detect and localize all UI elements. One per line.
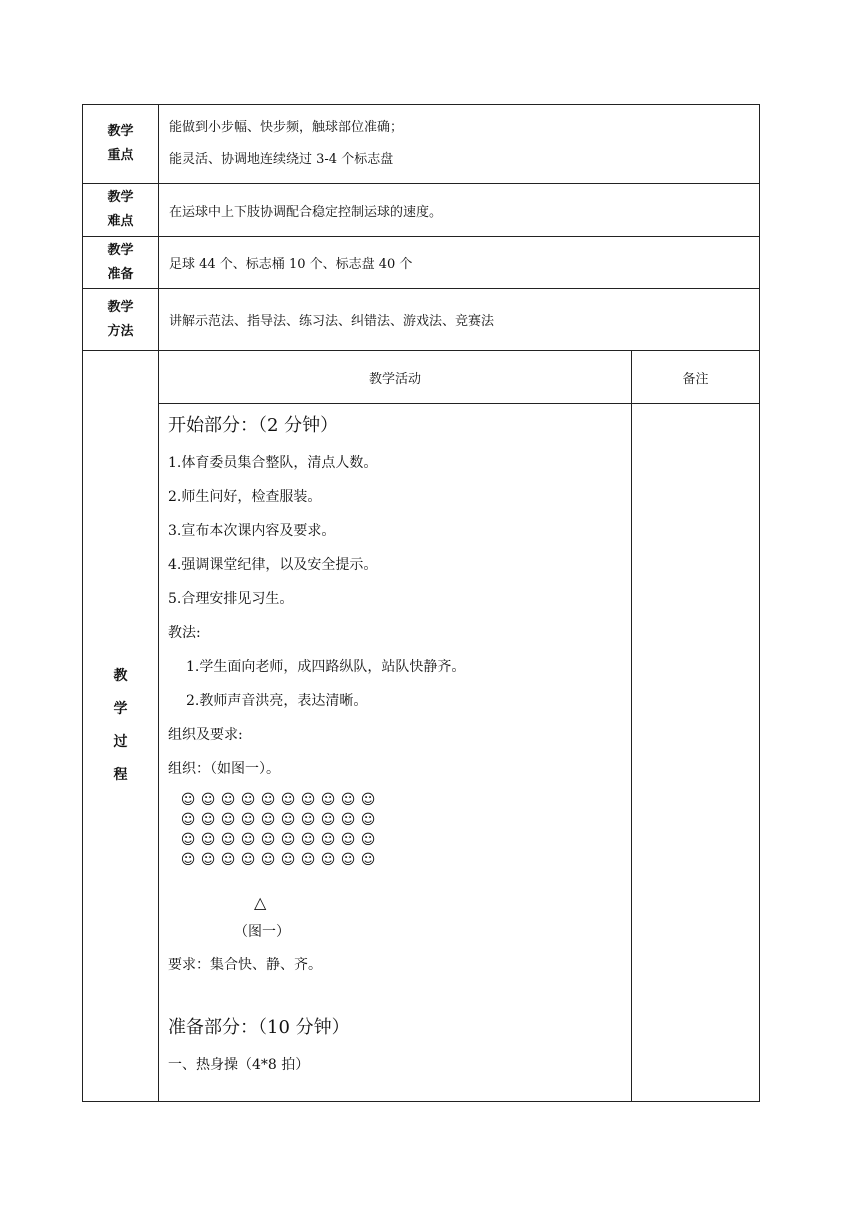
smiley-face-icon: ☺: [240, 832, 256, 848]
smiley-face-icon: ☺: [260, 852, 276, 868]
key-points-content: 能做到小步幅、快步频，触球部位准确； 能灵活、协调地连续绕过 3-4 个标志盘: [159, 105, 760, 184]
smiley-face-icon: ☺: [340, 792, 356, 808]
table-row: [83, 351, 760, 404]
list-item: 2.教师声音洪亮，表达清晰。: [186, 693, 368, 709]
org-label: 组织：（如图一）。: [168, 761, 280, 777]
table-row: [83, 105, 760, 184]
smiley-face-icon: ☺: [360, 852, 376, 868]
smiley-face-icon: ☺: [320, 852, 336, 868]
list-item: 一、热身操（4*8 拍）: [168, 1057, 310, 1073]
formation-row: [178, 810, 631, 830]
smiley-face-icon: ☺: [360, 792, 376, 808]
smiley-face-icon: ☺: [240, 812, 256, 828]
list-item: 3.宣布本次课内容及要求。: [168, 523, 336, 539]
activity-cell: [159, 404, 632, 1102]
org-req-label: 组织及要求:: [168, 727, 243, 743]
smiley-face-icon: ☺: [200, 792, 216, 808]
section-heading: 开始部分：（2 分钟）: [168, 415, 339, 436]
smiley-face-icon: ☺: [340, 832, 356, 848]
smiley-face-icon: ☺: [180, 832, 196, 848]
smiley-face-icon: ☺: [360, 832, 376, 848]
smiley-face-icon: ☺: [320, 832, 336, 848]
smiley-face-icon: ☺: [280, 832, 296, 848]
smiley-face-icon: ☺: [240, 792, 256, 808]
difficulties-content: 在运球中上下肢协调配合稳定控制运球的速度。: [159, 184, 760, 237]
table-row: [83, 237, 760, 289]
formation-diagram: [168, 786, 631, 876]
figure-caption: （图一）: [234, 924, 290, 940]
list-item: 2.师生问好，检查服装。: [168, 489, 322, 505]
list-item: 1.学生面向老师，成四路纵队，站队快静齐。: [186, 659, 466, 675]
smiley-face-icon: ☺: [220, 852, 236, 868]
smiley-face-icon: ☺: [200, 852, 216, 868]
formation-row: [178, 790, 631, 810]
lesson-plan-table: [82, 104, 760, 1102]
smiley-face-icon: ☺: [180, 812, 196, 828]
table-row: [83, 404, 760, 1102]
formation-row: [178, 850, 631, 870]
smiley-face-icon: ☺: [300, 852, 316, 868]
smiley-face-icon: ☺: [300, 832, 316, 848]
smiley-face-icon: ☺: [260, 792, 276, 808]
list-item: 4.强调课堂纪律，以及安全提示。: [168, 557, 378, 573]
smiley-face-icon: ☺: [220, 792, 236, 808]
smiley-face-icon: ☺: [320, 792, 336, 808]
preparation-content: 足球 44 个、标志桶 10 个、标志盘 40 个: [159, 237, 760, 289]
section-heading: 准备部分：（10 分钟）: [168, 1017, 350, 1038]
smiley-face-icon: ☺: [260, 832, 276, 848]
method-label: 教法:: [168, 625, 201, 641]
activity-header: 教学活动: [159, 351, 632, 404]
smiley-face-icon: ☺: [280, 852, 296, 868]
smiley-face-icon: ☺: [340, 852, 356, 868]
smiley-face-icon: ☺: [320, 812, 336, 828]
label-process: 教 学 过 程: [83, 351, 159, 1102]
smiley-face-icon: ☺: [300, 792, 316, 808]
smiley-face-icon: ☺: [240, 852, 256, 868]
list-item: 5.合理安排见习生。: [168, 591, 294, 607]
smiley-face-icon: ☺: [200, 832, 216, 848]
teacher-triangle-icon: △: [254, 893, 267, 912]
smiley-face-icon: ☺: [280, 792, 296, 808]
smiley-face-icon: ☺: [280, 812, 296, 828]
label-key-points: 教学 重点: [83, 105, 159, 184]
smiley-face-icon: ☺: [180, 792, 196, 808]
label-difficulties: 教学 难点: [83, 184, 159, 237]
smiley-face-icon: ☺: [220, 812, 236, 828]
smiley-face-icon: ☺: [360, 812, 376, 828]
smiley-face-icon: ☺: [180, 852, 196, 868]
smiley-face-icon: ☺: [300, 812, 316, 828]
smiley-face-icon: ☺: [340, 812, 356, 828]
requirement-text: 要求：集合快、静、齐。: [168, 957, 322, 973]
note-header: 备注: [632, 351, 760, 404]
table-row: [83, 289, 760, 351]
smiley-face-icon: ☺: [220, 832, 236, 848]
label-preparation: 教学 准备: [83, 237, 159, 289]
smiley-face-icon: ☺: [200, 812, 216, 828]
methods-content: 讲解示范法、指导法、练习法、纠错法、游戏法、竞赛法: [159, 289, 760, 351]
label-methods: 教学 方法: [83, 289, 159, 351]
formation-row: [178, 830, 631, 850]
smiley-face-icon: ☺: [260, 812, 276, 828]
list-item: 1.体育委员集合整队，清点人数。: [168, 455, 378, 471]
note-cell: [632, 404, 760, 1102]
table-row: [83, 184, 760, 237]
